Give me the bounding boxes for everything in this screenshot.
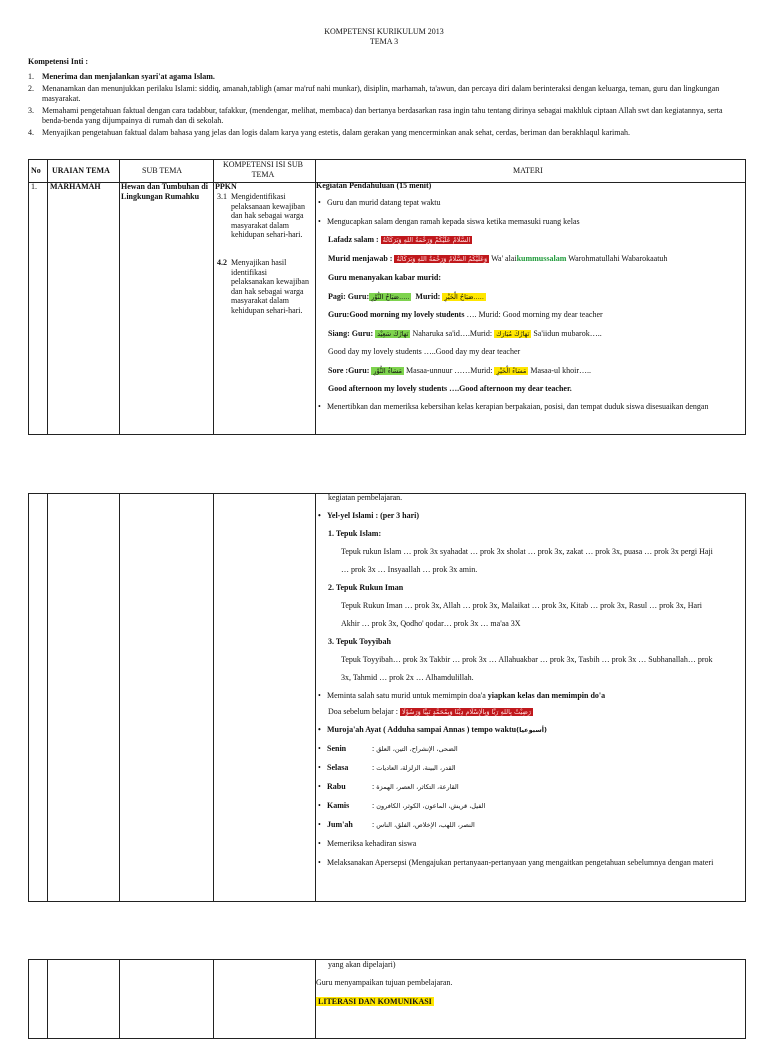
- header-kompetensi: KOMPETENSI ISI SUB TEMA: [222, 160, 303, 179]
- day-surah: الضحى، الإنشراح، التين، العلق: [376, 745, 458, 753]
- siang-ar: نَهَارُكَ سَعِيْد: [377, 330, 409, 338]
- ki-item: 3. Memahami pengetahuan faktual dengan cara tadabbur, tafakkur, (mendengar, melihat, membaca) dan bertanya berdasarkan rasa ingin tahu tentang dirinya sebagai makhluk ciptaan Allah swt dan kegiatannya, serta benda-benda yang dijumpainya di rumah dan di sekolah.: [28, 105, 723, 125]
- continued-text: yang akan dipelajari): [328, 960, 396, 969]
- item-text: Mengucapkan salam dengan ramah kepada siswa ketika memasuki ruang kelas: [327, 217, 580, 226]
- day-name: Selasa: [327, 763, 349, 772]
- materi-page-2: [316, 493, 742, 868]
- literasi-label: LITERASI DAN KOMUNIKASI: [318, 997, 432, 1006]
- day-surah: القارعة، التكاثر، العصر، الهمزة: [376, 783, 459, 791]
- day-name: Rabu: [327, 782, 346, 791]
- murid-line: [316, 254, 742, 264]
- item-text: Menertibkan dan memeriksa kebersihan kelas kerapian berpakaian, posisi, dan tempat duduk siswa disesuaikan dengan: [327, 402, 709, 411]
- item-text-bold: yiapkan kelas dan memimpin do'a: [487, 691, 606, 700]
- row-no: 1.: [31, 182, 37, 191]
- tepuk-text: Tepuk Rukun Iman … prok 3x, Allah … prok 3x, Malaikat … prok 3x, Kitab … prok 3x, Rasul … prok 3x, Hari: [341, 601, 702, 610]
- goodday-line: Good day my lovely students …..Good day my dear teacher: [328, 347, 521, 356]
- tepuk-heading: 1. Tepuk Islam:: [328, 529, 382, 538]
- murid-latin-end: Warohmatullahi Wabarokaatuh: [566, 254, 668, 263]
- kabar-line: Guru menanyakan kabar murid:: [328, 273, 441, 282]
- list-item: [316, 691, 742, 701]
- komp2-num: 4.2: [217, 258, 227, 267]
- doc-subtitle: TEMA 3: [369, 37, 399, 46]
- tepuk-text: Akhir … prok 3x, Qodho' qodar… prok 3x … ma'aa 3X: [341, 619, 521, 628]
- lafadz-label: Lafadz salam :: [328, 235, 379, 244]
- murid-latin-green: kummussalam: [516, 254, 567, 263]
- ki-title: Kompetensi Inti :: [28, 57, 88, 66]
- kegiatan-title: Kegiatan Pendahuluan (15 menit): [316, 181, 432, 190]
- good-morning-line: [316, 310, 742, 320]
- row-subtema: Hewan dan Tumbuhan di Lingkungan Rumahku: [121, 182, 208, 201]
- sore-ar2: مَسَاءُ الْخَيْرِ: [496, 367, 527, 375]
- murid-label: Murid menjawab :: [328, 254, 393, 263]
- literasi-heading: [316, 997, 742, 1007]
- header-materi: MATERI: [513, 166, 543, 175]
- day-row: • Rabu : القارعة، التكاثر، العصر، الهمزة: [316, 782, 742, 792]
- item-text: Yel-yel Islami : (per 3 hari): [327, 511, 420, 520]
- list-item: [316, 511, 742, 521]
- gm-guru: Guru:Good morning my lovely students: [328, 310, 465, 319]
- siang-ar2: نَهَارُكَ مُبَارَك: [496, 330, 530, 338]
- komp2-text: Menyajikan hasil identifikasi pelaksanakan kewajiban dan hak sebagai warga masyarakat dalam kehidupan sehari-hari.: [231, 258, 309, 315]
- tujuan-text: Guru menyampaikan tujuan pembelajaran.: [316, 978, 453, 987]
- row-uraian: MARHAMAH: [50, 182, 101, 191]
- header-no: No: [31, 166, 41, 175]
- header-subtema: SUB TEMA: [142, 166, 183, 175]
- pagi-murid-ar: صَبَاحُ الْخَيْرِ.....: [444, 293, 484, 301]
- doa-arabic: رَضِيْتُ بِاللهِ رَبًّا وَبِالْإِسْلَامِ دِيْنًا وَبِمُحَمَّدٍ نَبِيًّا وَرَسُوْلًا: [401, 708, 531, 716]
- siang-latin: Naharuka sa'id….Murid:: [412, 329, 493, 338]
- tepuk-heading: 3. Tepuk Toyyibah: [328, 637, 391, 646]
- list-item: [316, 402, 742, 412]
- gm-murid: …. Murid: Good morning my dear teacher: [466, 310, 603, 319]
- sore-ar: مَسَاءُ النُّوْرِ: [373, 367, 403, 375]
- day-row: • Selasa : القدر، البينة، الزلزلة، العاديات: [316, 763, 742, 773]
- siang-latin2: Sa'iidun mubarok…..: [533, 329, 602, 338]
- day-name: Kamis: [327, 801, 350, 810]
- tepuk-text: 3x, Tahmid … prok 2x … Alhamdulillah.: [341, 673, 474, 682]
- item-text: Guru dan murid datang tepat waktu: [327, 198, 441, 207]
- goodafternoon-line: Good afternoon my lovely students ….Good afternoon my dear teacher.: [328, 384, 572, 393]
- list-item: [316, 858, 742, 868]
- doa-label: Doa sebelum belajar :: [328, 707, 398, 716]
- doc-title: KOMPETENSI KURIKULUM 2013: [324, 27, 444, 36]
- list-item: [316, 725, 742, 735]
- tepuk-heading: 2. Tepuk Rukun Iman: [328, 583, 404, 592]
- tepuk-text: … prok 3x … Insyaallah … prok 3x amin.: [341, 565, 478, 574]
- item-text: Memeriksa kehadiran siswa: [327, 839, 417, 848]
- day-name: Senin: [327, 744, 347, 753]
- row-komp-title: PPKN: [215, 182, 237, 191]
- ki-item: 1. Menerima dan menjalankan syari'at agama Islam.: [28, 72, 215, 81]
- lafadz-line: [316, 235, 742, 245]
- murojaah-ar: (أسبوعيا): [516, 726, 547, 734]
- day-row: • Senin : الضحى، الإنشراح، التين، العلق: [316, 744, 742, 754]
- day-surah: النصر، اللهب، الإخلاص، الفلق، الناس: [376, 821, 475, 829]
- materi-page-1: [316, 181, 742, 412]
- ki-item: 2. Menanamkan dan menunjukkan perilaku Islami: siddiq, amanah,tabligh (amar ma'ruf nahi munkar), disiplin, marhamah, ta'awun, dan percaya diri dalam berinteraksi dengan keluarga, teman, guru dan lingkungan masyarakat.: [28, 83, 720, 103]
- day-row: • Jum'ah : النصر، اللهب، الإخلاص، الفلق، الناس: [316, 820, 742, 830]
- ki-item: 4. Menyajikan pengetahuan faktual dalam bahasa yang jelas dan logis dalam karya yang estetis, dalam gerakan yang mencerminkan anak sehat, cerdas, beriman dan berakhlaqul karimah.: [28, 127, 630, 137]
- day-row: • Kamis : الفيل، قريش، الماعون، الكوثر، الكافرون: [316, 801, 742, 811]
- siang-label: Siang: Guru:: [328, 329, 374, 338]
- day-name: Jum'ah: [327, 820, 353, 829]
- list-item: [316, 198, 742, 208]
- tepuk-text: Tepuk Toyyibah… prok 3x Takbir … prok 3x … Allahuakbar … prok 3x, Tasbih … prok 3x … Subhanallah… prok: [341, 655, 713, 664]
- list-item: [316, 839, 742, 849]
- sore-latin2: Masaa-ul khoir…..: [530, 366, 592, 375]
- materi-page-3: [316, 960, 742, 1007]
- murid-latin: Wa' alai: [491, 254, 517, 263]
- pagi-label: Pagi: Guru:: [328, 292, 370, 301]
- murid-arabic: وَعَلَيْكُمُ السَّلَامُ وَرَحْمَةُ اللهِ وَبَرَكَاتُهُ: [396, 255, 488, 263]
- doa-line: [316, 707, 742, 717]
- list-item: [316, 217, 742, 227]
- item-text: Muroja'ah Ayat ( Adduha sampai Annas ) tempo waktu: [327, 725, 517, 734]
- komp1-text: Mengidentifikasi pelaksanaan kewajiban dan hak sebagai warga masyarakat dalam kehidupan sehari-hari.: [231, 192, 305, 239]
- ki-list: [28, 72, 742, 139]
- day-surah: القدر، البينة، الزلزلة، العاديات: [376, 764, 456, 772]
- sore-latin: Masaa-unnuur ……Murid:: [406, 366, 493, 375]
- sore-line: [316, 366, 742, 376]
- item-text: Meminta salah satu murid untuk memimpin doa'a: [327, 691, 486, 700]
- day-surah: الفيل، قريش، الماعون، الكوثر، الكافرون: [376, 802, 486, 810]
- pagi-line: [316, 292, 742, 302]
- lafadz-arabic: السَّلَامُ عَلَيْكُمْ وَرَحْمَةُ اللهِ وَبَرَكَاتُهُ: [382, 236, 471, 244]
- item-text: Melaksanakan Apersepsi (Mengajukan pertanyaan-pertanyaan yang mengaitkan pengetahuan sebelumnya dengan materi: [327, 858, 714, 867]
- tepuk-text: Tepuk rukun Islam … prok 3x syahadat … prok 3x sholat … prok 3x, zakat … prok 3x, puasa … prok 3x pergi Haji: [341, 547, 713, 556]
- pagi-guru-ar: صَبَاحُ النُّوْرِ.....: [371, 293, 410, 301]
- komp1-num: 3.1: [217, 192, 227, 201]
- sore-label: Sore :Guru:: [328, 366, 370, 375]
- siang-line: [316, 329, 742, 339]
- continued-text: kegiatan pembelajaran.: [328, 493, 403, 502]
- pagi-murid-label: Murid:: [415, 292, 441, 301]
- header-uraian: URAIAN TEMA: [52, 166, 110, 175]
